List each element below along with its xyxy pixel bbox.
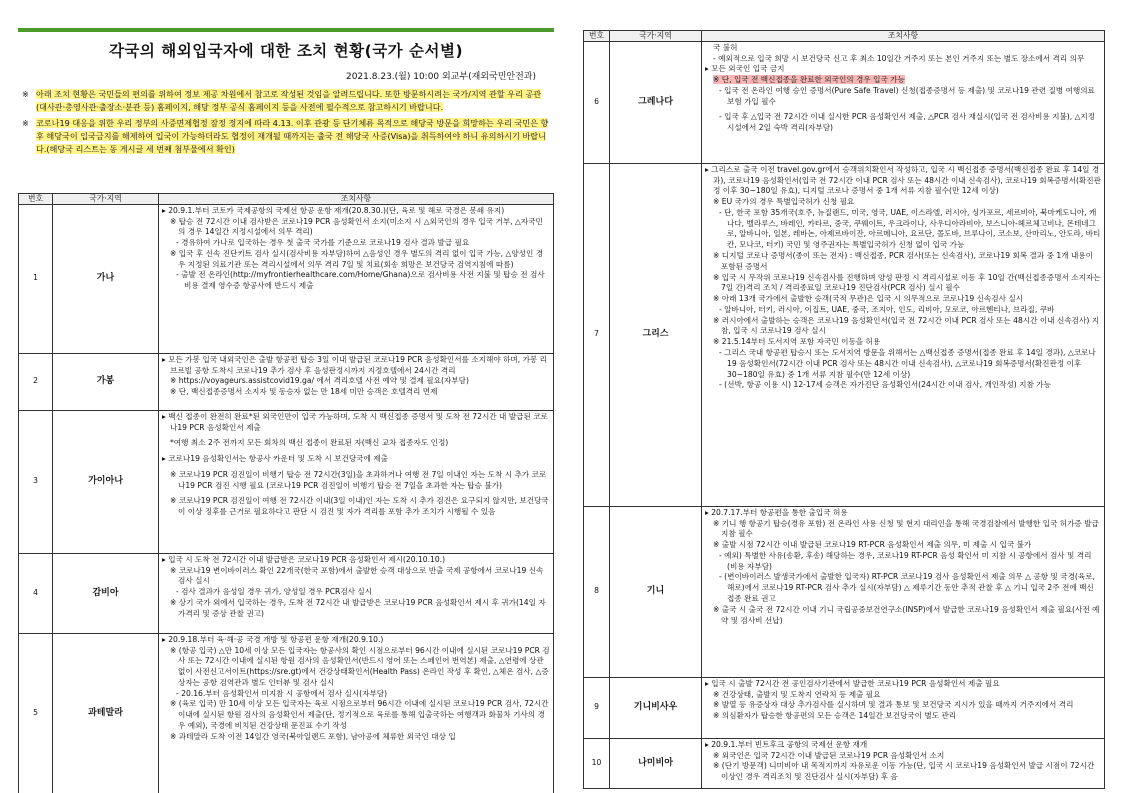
measures-table-right: [583, 30, 1105, 789]
row-country: 가봉: [53, 353, 159, 410]
table-header-row: [19, 194, 554, 205]
row-number: 5: [19, 633, 53, 793]
measure-line: ※ 코로나19 변이바이러스 확인 22개국(한국 포함)에서 출발한 승객 대상으로 반출 국제 공항에서 코로나19 신속검사 실시: [170, 565, 544, 586]
measures-table-left: [18, 193, 554, 793]
measure-line: ▸ 그리스로 출국 이전 travel.gov.gr에서 승객위치확인서 작성하고, 입국 시 백신접종 증명서(백신접종 완료 후 14일 경과), 코로나19 음성확인서(입국 전 72시간 이내 PCR 검사 또는 48시간 이내 신속검사), 코로나19 회복증명서(확진판정 이후 30~180일 유효), 디지털 코로나 증명서 중 1개 서류 지참 필수(만 12세 이상): [705, 164, 1101, 196]
measure-line: ▸ 입국 시 도착 전 72시간 이내 발급받은 코로나19 PCR 음성확인서 제시(20.10.10.): [162, 554, 446, 564]
table-row: [584, 163, 1105, 506]
measure-line: ※ (항공 입국) △만 10세 이상 모든 입국자는 항공사의 확인 시점으로부터 96시간 이내에 실시된 코로나19 PCR 검사 또는 72시간 이내에 실시된 항원 검사의 음성확인서(반드시 영어 또는 스페인어 번역본) 제출, △연령에 상관없이 사전신고서이트(https://sre.gt)에서 건강상태확인서(Health Pass) 온라인 작성 후 확인, △체온 검사, △증상자는 공항 검역관과 별도 인터뷰 및 검사 실시: [170, 645, 550, 687]
measure-line: - 예외적으로 입국 희망 시 보건당국 신고 후 최소 10일간 거주지 또는 본인 거주지 또는 별도 장소에서 격리 의무: [713, 53, 1085, 63]
row-country: 가나: [53, 204, 159, 353]
header-measures: 조치사항: [702, 31, 1105, 42]
table-row: [584, 677, 1105, 738]
measure-line: ▸ 모든 외국인 입국 금지: [705, 64, 785, 74]
table-header-row: [584, 31, 1105, 42]
measure-line: - 그리스 국내 항공편 탑승시 또는 도서지역 방문을 위해서는 △백신접종 증명서(접종 완료 후 14일 경과), △코로나19 음성확인서(72시간 이내 PCR 검사 또는 48시간 이내 신속검사), △코로나19 회복증명서(확진판정 이후 30~180일 유효) 중 1개 서류 지참 필수(만 12세 이상): [719, 348, 1096, 379]
measure-line: - 입국 후 △입국 전 72시간 이내 실시한 PCR 음성확인서 제출, △PCR 검사 재실시(입국 전 검사비용 지불), △지정시설에서 2일 숙박 격리(자부담): [719, 112, 1096, 133]
measure-line: ※ 아래 13개 국가에서 출발한 승객(국적 무관)은 입국 시 의무적으로 코로나19 신속검사 실시: [713, 294, 1023, 304]
row-measures: [702, 41, 1105, 163]
table-row: [19, 353, 554, 410]
table-row: [19, 553, 554, 633]
row-country: 가이아나: [53, 410, 159, 553]
row-number: 8: [584, 506, 610, 677]
row-number: 2: [19, 353, 53, 410]
measure-line: ※ 입국 시 무작위 코로나19 신속검사를 진행하며 양성 판정 시 격리시설로 이동 후 10일 간(백신접종증명서 소지자는 7일 간)격리 조치 / 격리종료일 코로나19 진단검사(PCR 검사) 실시 필수: [713, 272, 1101, 293]
header-country: 국가·지역: [53, 194, 159, 205]
measure-line: ※ 과테말라 도착 이전 14일간 영국(북아일랜드 포함), 남아공에 체류한 외국인 대상 입: [170, 731, 456, 741]
page-title: 각국의 해외입국자에 대한 조치 현황(국가 순서별): [108, 42, 464, 60]
header-num: 번호: [19, 194, 53, 205]
measure-line: - 20.16.부터 음성확인서 미지참 시 공항에서 검사 실시(자부담): [176, 688, 388, 698]
row-number: 7: [584, 163, 610, 506]
measure-line: ※ 건강상태, 출발지 및 도착지 연락처 등 제출 필요: [713, 689, 881, 699]
notice-block: [22, 88, 550, 160]
table-row: [584, 506, 1105, 677]
measure-line: - 알바니아, 터키, 러시아, 이집트, UAE, 중국, 조지아, 인도, 리비아, 모로코, 아르헨티나, 브라질, 쿠바: [719, 304, 1055, 314]
date-line: 2021.8.23.(월) 10:00 외교부(재외국민안전과): [345, 72, 536, 82]
row-country: 기니비사우: [610, 677, 702, 738]
header-num: 번호: [584, 31, 610, 42]
measure-line: ※ 21.5.14부터 도서지역 포함 자국민 이동을 허용: [713, 337, 881, 347]
header-measures: 조치사항: [159, 194, 554, 205]
measure-line: - 예외) 특별한 사유(송환, 후송) 해당하는 경우, 코로나19 RT-PCR 음성 확인서 미 지참 시 공항에서 검사 및 격리(비용 자부담): [719, 550, 1092, 571]
measure-line: - 입국 전 온라인 여행 승인 증명서(Pure Safe Travel) 신청(접종증명서 등 제출) 및 코로나19 관련 질병 여행의료보험 가입 필수: [719, 85, 1095, 106]
measure-line: 국 불허: [713, 42, 738, 52]
measure-line: ▸ 코로나19 음성확인서는 항공사 카운터 및 도착 시 보건당국에 제출: [162, 454, 388, 464]
row-measures: [702, 163, 1105, 506]
table-row: [19, 204, 554, 353]
row-measures: [159, 353, 554, 410]
measure-line: ※ 러시아에서 출발하는 승객은 코로나19 음성확인서(입국 전 72시간 이내 PCR 검사 또는 48시간 이내 신속검사) 지참, 입국 시 코로나19 검사 실시: [713, 315, 1100, 336]
row-number: 3: [19, 410, 53, 553]
measure-line: *여행 최소 2주 전까지 모든 회차의 백신 접종이 완료된 자(백신 교차 접종자도 인정): [170, 438, 449, 448]
measure-line: ※ (육로 입국) 만 10세 이상 모든 입국자는 육로 시점으로부터 96시간 이내에 실시된 코로나19 PCR 검사, 72시간 이내에 실시된 항원 검사의 음성확인서 제출(단, 정기적으로 육로를 통해 입출국하는 여행객과 화물차 기사의 경우 예외), 국경에 비치된 건강상태 문진표 수기 작성: [170, 699, 549, 730]
notice-1: [22, 88, 550, 114]
row-measures: [159, 204, 554, 353]
measure-line: ▸ 모든 가봉 입국 내외국인은 출발 항공편 탑승 3일 이내 발급된 코로나19 PCR 음성확인서를 소지해야 하며, 가봉 리브르빌 공항 도착시 코로나19 추가 검사 후 음성판정시까지 지정호텔에서 24시간 격리: [162, 354, 548, 375]
measure-line: ※ 코로나19 PCR 검진일이 여행 전 72시간 이내(3일 이내)인 자는 도착 시 추가 검진은 요구되지 않지만, 보건당국이 이상 징후를 근거로 필요하다고 판단 시 검진 및 자가 격리를 포함 추가 조치가 시행될 수 있음: [170, 496, 549, 517]
measure-line: ※ 입국 후 신속 진단키트 검사 실시(검사비용 자부담)하여 △음성인 경우 별도의 격리 없이 입국 가능, △양성인 경우 지정된 의료기관 또는 격리시설에서 의무 격리 7일 및 치료(회송 희망은 보건당국 검역지침에 따름): [170, 248, 544, 269]
row-number: 9: [584, 677, 610, 738]
notice-2-text: 코로나19 대응을 위한 우리 정부의 사증면제협정 잠정 정지에 따라 4.13. 이후 관광 등 단기체류 목적으로 해당국 방문을 희망하는 우리 국민은 향후 해당국이 입국금지를 해제하여 입국이 가능하더라도 협정이 재개될 때까지는 출국 전 해당국 사증(Visa)을 취득하여야 하니 유의하시기 바랍니다.(해당국 리스트는 동 게시글 세 번째 첨부물에서 확인): [36, 118, 549, 155]
row-number: 10: [584, 738, 610, 788]
table-row: [19, 633, 554, 793]
measure-line: ※ 탑승 전 72시간 이내 검사받은 코로나19 PCR 음성확인서 소지(미소지 시 △외국인의 경우 입국 거부, △자국민의 경우 14일간 지정시설에서 의무 격리): [170, 216, 543, 237]
header-country: 국가·지역: [610, 31, 702, 42]
row-country: 감비아: [53, 553, 159, 633]
measure-line: ▸ 20.9.18.부터 육·해·공 국경 개방 및 항공편 운항 재개(20.9.10.): [162, 634, 384, 644]
measure-line: [705, 75, 1101, 86]
notice-mark: ※: [22, 89, 29, 99]
measure-line: - 출발 전 온라인(http://myfrontierhealthcare.com/Home/Ghana)으로 검사비용 사전 지불 및 탑승 전 검사비용 결제 영수증 항공사에 반드시 제출: [176, 270, 545, 291]
notice-2: [22, 117, 550, 156]
measure-line: ※ 기니 행 항공기 탑승(경유 포함) 전 온라인 사용 신청 및 현지 대리인을 통해 국경검찰에서 발행한 입국 허가증 발급 지참 필수: [713, 518, 1099, 539]
measure-line: ▸ 20.7.17.부터 항공편을 통한 출입국 허용: [705, 507, 848, 517]
title-rule: [18, 28, 554, 32]
measure-line: ※ 출국 시 출국 전 72시간 이내 기니 국립공중보건연구소(INSP)에서 발급한 코로나19 음성확인서 제출 필요(사전 예약 및 검사비 선납): [713, 604, 1100, 625]
row-country: 기니: [610, 506, 702, 677]
row-country: 과테말라: [53, 633, 159, 793]
left-page: [18, 0, 554, 793]
measure-line: ※ 출발 시점 72시간 이내 발급된 코로나19 RT-PCR 음성확인서 제출 의무, 미 제출 시 입국 불가: [713, 540, 1032, 550]
measure-line: ▸ 20.9.1.부터 코토카 국제공항의 국제선 항공 운항 재개(20.8.30.)(단, 육로 및 해로 국경은 봉쇄 유지): [162, 205, 505, 215]
row-measures: [159, 410, 554, 553]
measure-line: - 단, 한국 포함 35개국(호주, 뉴질랜드, 미국, 영국, UAE, 이스라엘, 러시아, 싱가포르, 세르비아, 북마케도니아, 캐나다, 벨라루스, 바레인, 카타르, 중국, 쿠웨이트, 우크라이나, 사우디아라비아, 보스니아-헤르체고비나, 몬테네그로, 알바니아, 일본, 레바논, 아제르바이잔, 아르메니아, 요르단, 몰도바, 브루나이, 코소보, 산마리노, 안도라, 바티칸, 모나코, 터키) 국민 및 영주권자는 특별입국허가 신청 없이 입국 가능: [719, 207, 1101, 250]
measure-line: ※ 의심환자가 탑승한 항공편의 모든 승객은 14일간 보건당국이 별도 관리: [713, 711, 957, 721]
row-country: 나미비아: [610, 738, 702, 788]
measure-line: ▸ 백신 접종이 완전히 완료*된 외국인만이 입국 가능하며, 도착 시 백신접종 증명서 및 도착 전 72시간 내 발급된 코로나19 PCR 음성확인서 제출: [162, 411, 548, 432]
measure-line: ※ 코로나19 PCR 검진일이 비행기 탑승 전 72시간(3일)을 초과하거나 여행 전 7일 이내인 자는 도착 시 추가 코로나19 PCR 검진 시행 필요 (코로나19 PCR 검진일이 비행기 탑승 전 7일을 초과한 자는 탑승 불가): [170, 469, 547, 490]
measure-line: ※ 상기 국가 외에서 입국하는 경우, 도착 전 72시간 내 발급받은 코로나19 PCR 음성확인서 제시 후 귀가(14일 자가격리 및 증상 관찰 권고): [170, 597, 546, 618]
measure-line: ※ EU 국가의 경우 특별입국허가 신청 필요: [713, 197, 855, 207]
row-measures: [702, 677, 1105, 738]
row-measures: [702, 738, 1105, 788]
measure-line: ※ https://voyageurs.assistcovid19.ga/ 에서 격리호텔 사전 예약 및 결제 필요(자부담): [170, 376, 469, 386]
measure-line: - 경유하여 가나로 입국하는 경우 첫 출국 국가를 기준으로 코로나19 검사 결과 발급 필요: [176, 238, 470, 248]
measure-line: ※ (단기 방문객) 니미비아 내 목적지까지 자유로운 이동 가능(단, 입국 시 코로나19 음성확인서 발급 시점이 72시간 이상인 경우 격리조치 및 진단검사 실시(자부담) 후 음: [713, 761, 1095, 782]
row-number: 4: [19, 553, 53, 633]
measure-line: ※ 발열 등 유증상자 대상 추가검사를 실시하며 및 결과 통보 및 보건당국 지시가 있을 때까지 거주지에서 격리: [713, 700, 1074, 710]
row-country: 그리스: [610, 163, 702, 506]
measure-line: - (선박, 항공 이용 시) 12-17세 승객은 자가진단 음성확인서(24시간 이내 검사, 개인작성) 지참 가능: [719, 380, 1051, 390]
row-measures: [702, 506, 1105, 677]
measure-line: ▸ 20.9.1.부터 빈트후크 공항의 국제선 운항 재개: [705, 739, 868, 749]
table-row: [584, 738, 1105, 788]
row-number: 1: [19, 204, 53, 353]
row-measures: [159, 553, 554, 633]
measure-line: ※ 디지털 코로나 증명서(종이 또는 전자) : 백신접종, PCR 검사(또는 신속검사), 코로나19 회복 결과 중 1개 내용이 포함된 증명서: [713, 250, 1093, 271]
table-row: [19, 410, 554, 553]
table-row: [584, 41, 1105, 163]
measure-line: ▸ 입국 시 출발 72시간 전 공인검사기관에서 발급한 코로나19 PCR 음성확인서 제출 필요: [705, 678, 1000, 688]
highlighted-text: ※ 단, 입국 전 백신접종을 완료한 외국인의 경우 입국 가능: [713, 75, 905, 85]
notice-mark: ※: [22, 118, 29, 129]
measure-line: ※ 외국인은 입국 72시간 이내 발급된 코로나19 PCR 음성확인서 소지: [713, 750, 945, 760]
row-number: 6: [584, 41, 610, 163]
notice-1-text: 아래 조치 현황은 국민들의 편의를 위하여 정보 제공 차원에서 참고로 작성된 것임을 알려드립니다. 또한 방문하시려는 국가/지역 관할 우리 공관(대사관·총영사관·출장소·분관 등) 홈페이지, 해당 정부 공식 홈페이지 등을 사전에 필수적으로 참고하시기 바랍니다.: [36, 89, 542, 113]
measure-line: - 검사 결과가 음성일 경우 귀가, 양성일 경우 PCR검사 실시: [176, 587, 373, 597]
row-measures: [159, 633, 554, 793]
right-page: [583, 0, 1105, 793]
measure-line: - (변이바이러스 발생국가에서 출발한 입국자) RT-PCR 코로나19 검사 음성확인서 제출 의무 △ 공항 및 국경(육로, 해로)에서 코로나19 RT-PCR 검사 추가 실시(자부담) △ 제루기간 동안 추적 관찰 후 △ 기니 입국 2주 전에 백신 접종 완료 권고: [719, 572, 1095, 603]
row-country: 그레나다: [610, 41, 702, 163]
measure-line: ※ 단, 백신접종증명서 소지자 및 동승자 없는 만 18세 미만 승객은 호텔격리 면제: [170, 387, 438, 397]
